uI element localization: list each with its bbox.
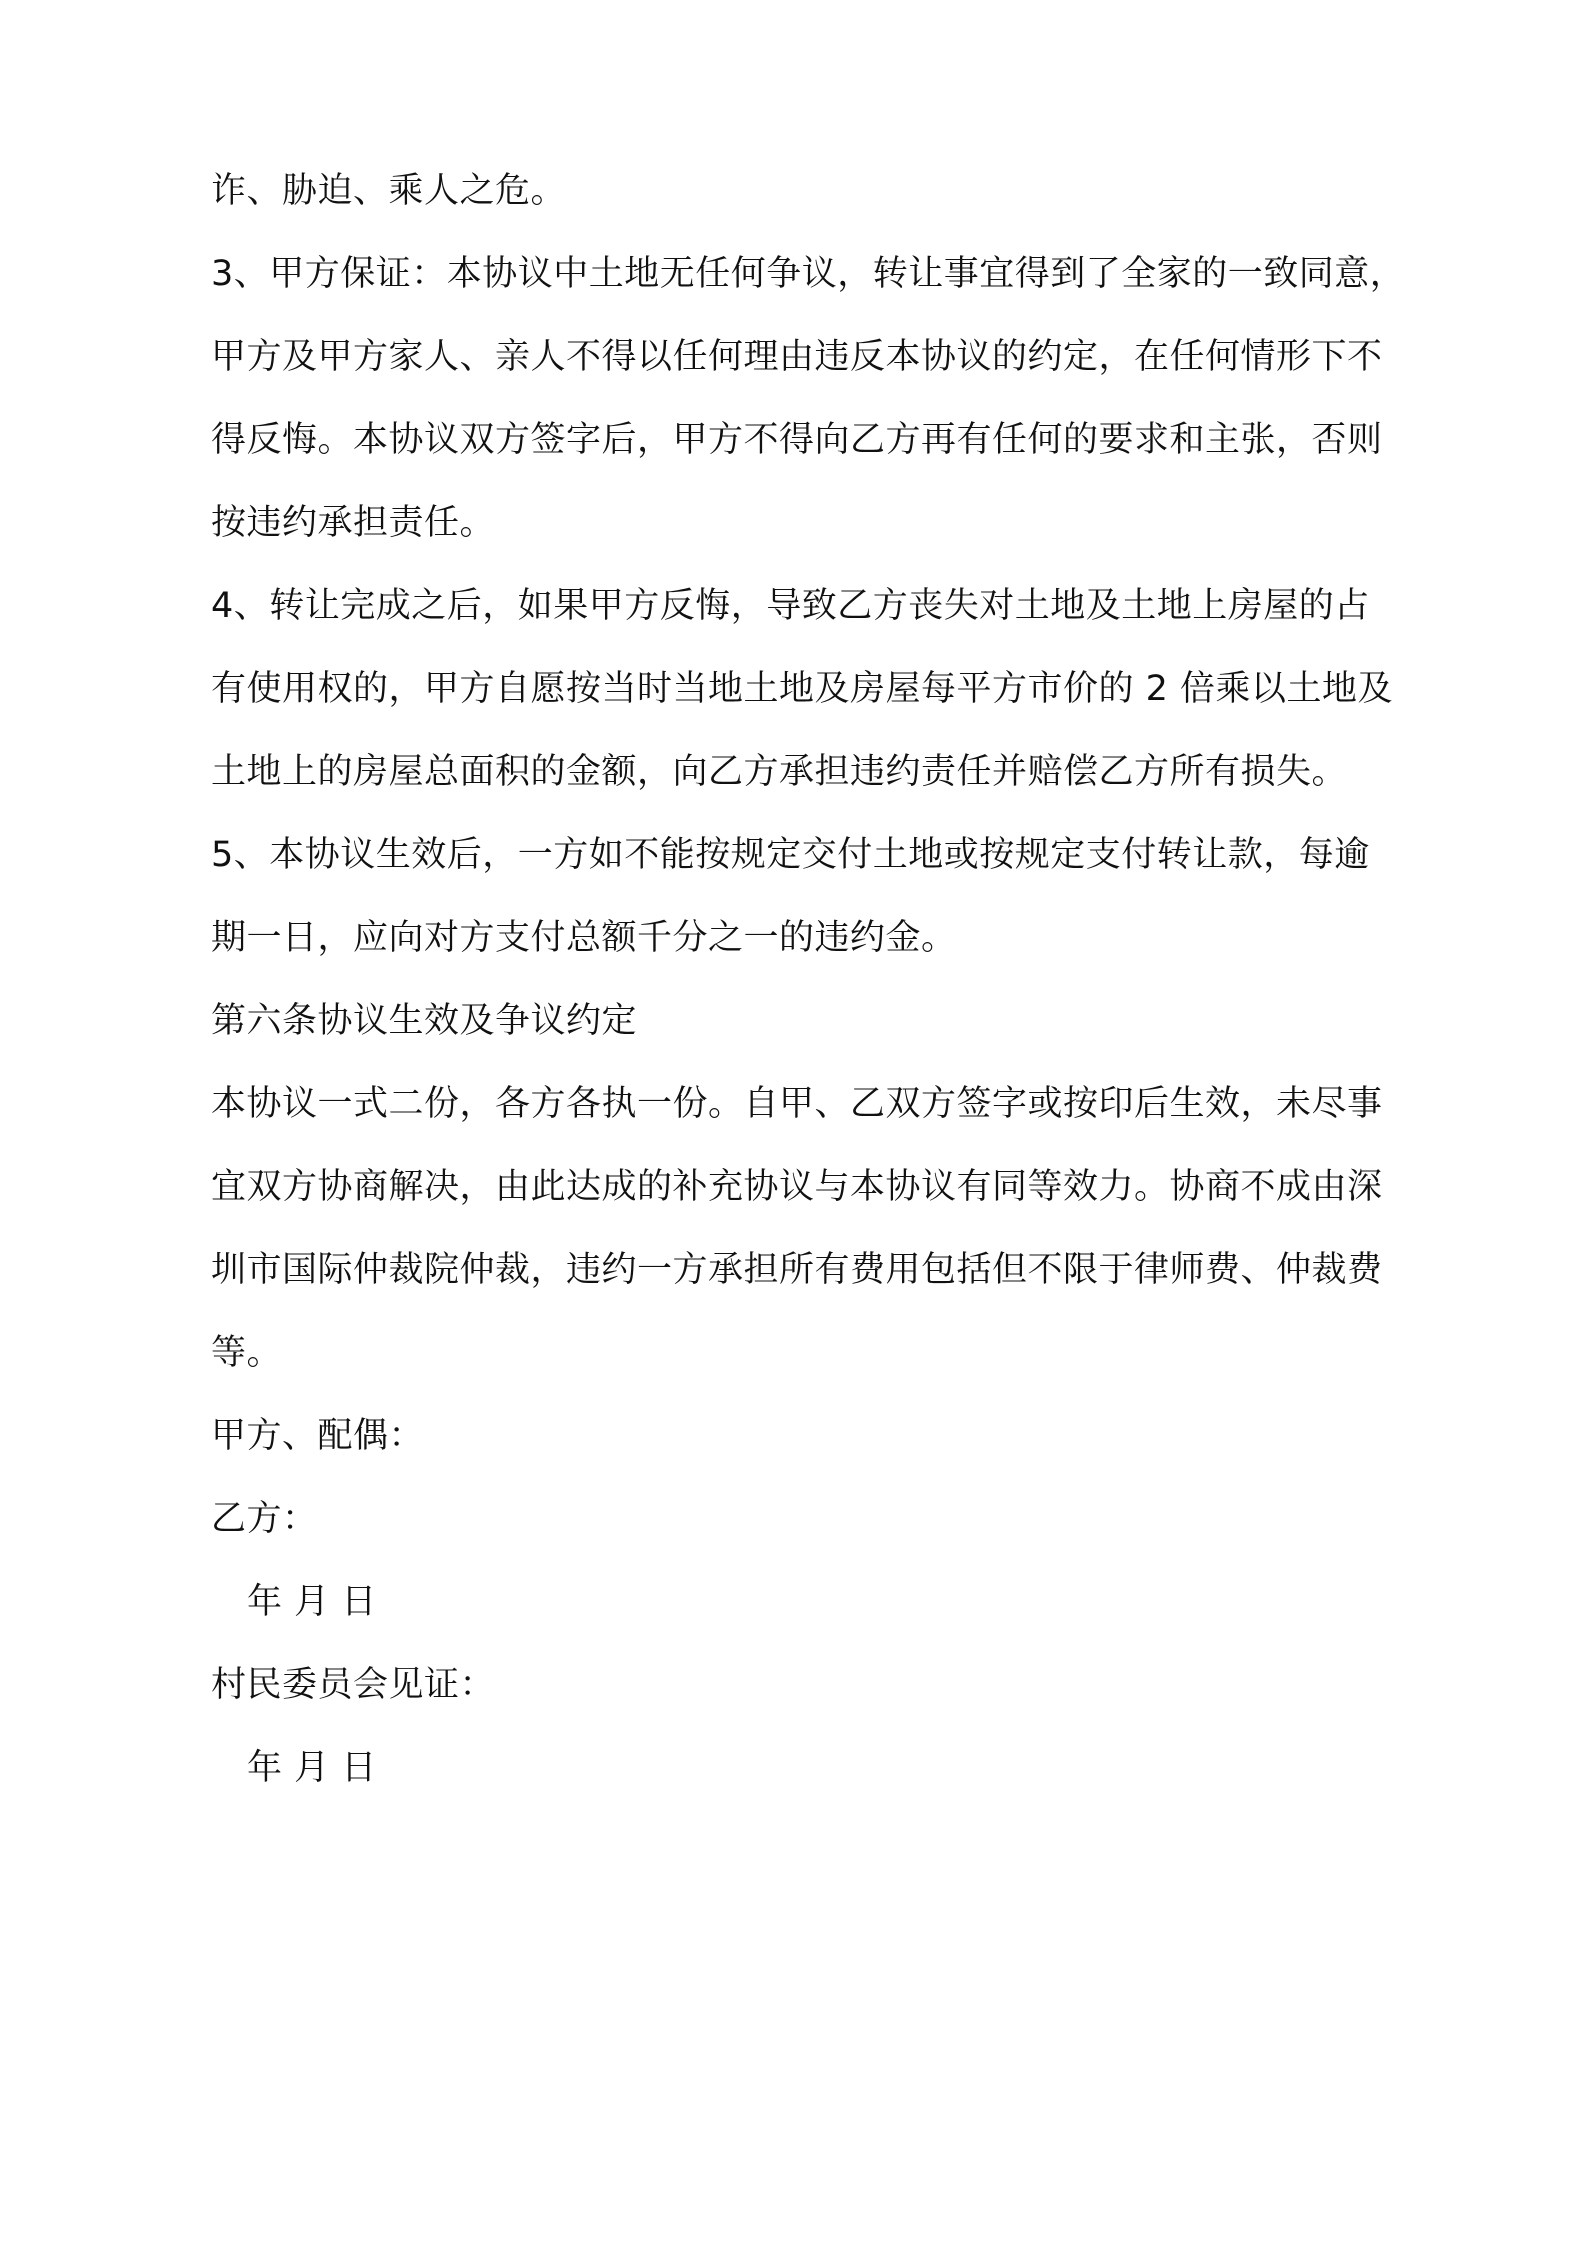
party-b-signature-label: 乙方： — [211, 1499, 318, 1539]
clause-4-line: 4、转让完成之后，如果甲方反悔，导致乙方丧失对土地及土地上房屋的占 — [211, 586, 1370, 626]
village-committee-witness-label: 村民委员会见证： — [211, 1665, 496, 1705]
text-line: 土地上的房屋总面积的金额，向乙方承担违约责任并赔偿乙方所有损失。 — [211, 752, 1348, 792]
section-heading: 第六条协议生效及争议约定 — [211, 1001, 638, 1041]
document-body — [211, 150, 1441, 1810]
text-line: 期一日，应向对方支付总额千分之一的违约金。 — [211, 918, 957, 958]
text-line: 宜双方协商解决，由此达成的补充协议与本协议有同等效力。协商不成由深 — [211, 1167, 1383, 1207]
party-a-signature-label: 甲方、配偶： — [211, 1416, 425, 1456]
text-line: 得反悔。本协议双方签字后，甲方不得向乙方再有任何的要求和主张，否则 — [211, 420, 1383, 460]
text-line: 按违约承担责任。 — [211, 503, 496, 543]
text-line: 圳市国际仲裁院仲裁，违约一方承担所有费用包括但不限于律师费、仲裁费 — [211, 1250, 1383, 1290]
text-line: 甲方及甲方家人、亲人不得以任何理由违反本协议的约定，在任何情形下不 — [211, 337, 1383, 377]
clause-3-line: 3、甲方保证：本协议中土地无任何争议，转让事宜得到了全家的一致同意， — [211, 254, 1406, 294]
clause-5-line: 5、本协议生效后，一方如不能按规定交付土地或按规定支付转让款，每逾 — [211, 835, 1370, 875]
date-line: 年 月 日 — [247, 1748, 377, 1788]
text-line: 有使用权的，甲方自愿按当时当地土地及房屋每平方市价的 2 倍乘以土地及 — [211, 669, 1394, 709]
date-line: 年 月 日 — [247, 1582, 377, 1622]
text-line: 等。 — [211, 1333, 283, 1373]
text-line: 本协议一式二份，各方各执一份。自甲、乙双方签字或按印后生效，未尽事 — [211, 1084, 1383, 1124]
text-line: 诈、胁迫、乘人之危。 — [211, 171, 567, 211]
